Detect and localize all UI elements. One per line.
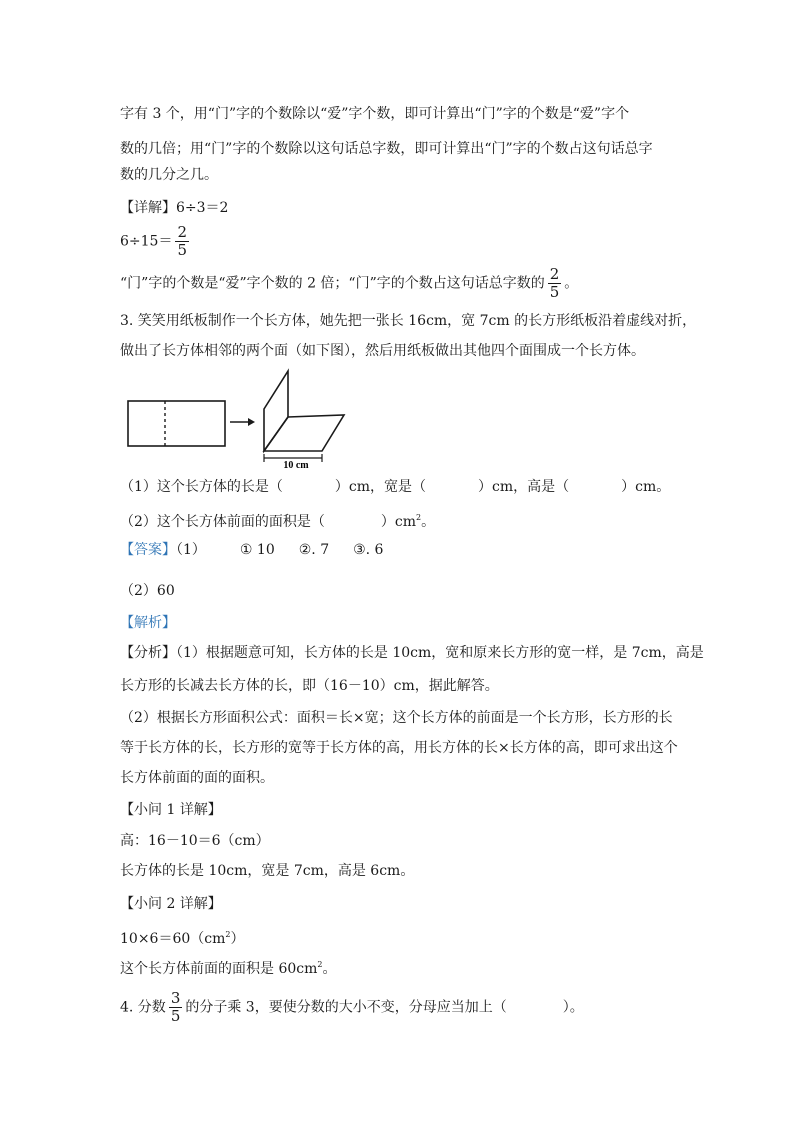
sub1-calc: 高：16－10＝6（cm） — [120, 833, 270, 849]
sub2-result-a: 这个长方体前面的面积是 60cm — [120, 961, 318, 977]
unit-superscript: 2 — [416, 513, 422, 522]
folded-horizontal-face — [264, 415, 344, 451]
sub2-part-a: （2）这个长方体前面的面积是（ — [120, 514, 325, 530]
sub2-result-superscript: 2 — [317, 960, 323, 969]
fraction-3-5 — [169, 990, 183, 1025]
detail-conclusion-end: 。 — [564, 275, 579, 292]
q4-line — [120, 990, 584, 1025]
sub2-detail-label: 【小问 2 详解】 — [120, 896, 222, 912]
sub1-part-a: （1）这个长方体的长是（ — [120, 479, 283, 495]
arrow-head-icon — [248, 418, 255, 426]
sub1-part-c: ）cm，高是（ — [478, 479, 570, 495]
detail-calc-prefix: 6÷15＝ — [120, 233, 173, 250]
q4-part-b: 的分子乘 3，要使分数的大小不变，分母应当加上（ — [185, 999, 507, 1016]
fraction-2-5 — [175, 224, 189, 259]
sub2-calc-b: ） — [230, 931, 245, 947]
fraction-numerator: 3 — [170, 989, 181, 1007]
answer-label: 【答案】 — [120, 542, 176, 558]
folding-figure — [124, 365, 364, 470]
sub2-result — [120, 956, 336, 978]
detail-conclusion-text: “门”字的个数是“爱”字个数的 2 倍；“门”字的个数占这句话总字数的 — [120, 275, 545, 292]
fraction-denominator: 5 — [170, 1007, 181, 1025]
sub2-calc — [120, 926, 244, 948]
fenxi-line-5: 长方体前面的面的面积。 — [120, 770, 274, 786]
sub2-part-c: 。 — [421, 514, 436, 530]
sub2-calc-superscript: 2 — [225, 930, 231, 939]
intro-line-1: 字有 3 个，用“门”字的个数除以“爱”字个数，即可计算出“门”字的个数是“爱”字个 — [120, 106, 630, 122]
flat-rectangle — [128, 401, 225, 446]
sub1-result: 长方体的长是 10cm，宽是 7cm，高是 6cm。 — [120, 863, 415, 879]
fenxi-line-2: 长方形的长减去长方体的长，即（16－10）cm，据此解答。 — [120, 678, 499, 694]
sub1-part-d: ）cm。 — [621, 479, 671, 495]
sub1-part-b: ）cm，宽是（ — [334, 479, 427, 495]
q4-part-c: ）。 — [562, 999, 584, 1016]
intro-line-3: 数的几分之几。 — [120, 167, 218, 183]
fenxi-line-4: 等于长方体的长，长方形的宽等于长方体的高，用长方体的长×长方体的高，即可求出这个 — [120, 740, 678, 756]
fraction-2-5-conclusion — [548, 266, 562, 301]
fraction-denominator: 5 — [177, 241, 187, 259]
detail-calc — [120, 224, 192, 259]
fraction-numerator: 2 — [177, 223, 187, 241]
fenxi-line-3: （2）根据长方形面积公式：面积＝长×宽；这个长方体的前面是一个长方形，长方形的长 — [120, 710, 673, 726]
detail-label: 【详解】6÷3＝2 — [120, 200, 229, 216]
answer-part2: （2）60 — [120, 583, 175, 599]
fenxi-label: 【分析】 — [120, 645, 176, 661]
answer-part1: （1） — [176, 542, 206, 558]
fenxi-line-1 — [120, 644, 704, 662]
dimension-label: 10 cm — [283, 460, 309, 470]
q4-part-a: 4. 分数 — [120, 999, 166, 1016]
fenxi-text-1: （1）根据题意可知，长方体的长是 10cm，宽和原来长方形的宽一样，是 7cm，高是 — [176, 645, 704, 661]
folded-vertical-face — [264, 371, 288, 451]
answer-item-3: ③. 6 — [353, 542, 384, 558]
q3-text-2: 做出了长方体相邻的两个面（如下图），然后用纸板做出其他四个面围成一个长方体。 — [120, 343, 645, 359]
sub2-calc-a: 10×6＝60（cm — [120, 931, 226, 947]
sub1-detail-label: 【小问 1 详解】 — [120, 802, 222, 818]
q3-sub1 — [120, 478, 670, 496]
fraction-numerator: 2 — [549, 265, 560, 283]
sub2-result-b: 。 — [322, 961, 337, 977]
intro-line-2: 数的几倍；用“门”字的个数除以这句话总字数，即可计算出“门”字的个数占这句话总字 — [120, 141, 653, 157]
answer-row — [120, 541, 383, 559]
fraction-denominator: 5 — [549, 283, 560, 301]
answer-item-1: ① 10 — [239, 542, 275, 558]
analysis-label: 【解析】 — [120, 615, 176, 631]
detail-conclusion — [120, 266, 578, 301]
q3-text-1: 3. 笑笑用纸板制作一个长方体，她先把一张长 16cm，宽 7cm 的长方形纸板沿着虚线对折， — [120, 313, 697, 329]
q3-sub2 — [120, 509, 435, 531]
sub2-part-b: ）cm — [380, 514, 417, 530]
answer-item-2: ②. 7 — [298, 542, 330, 558]
